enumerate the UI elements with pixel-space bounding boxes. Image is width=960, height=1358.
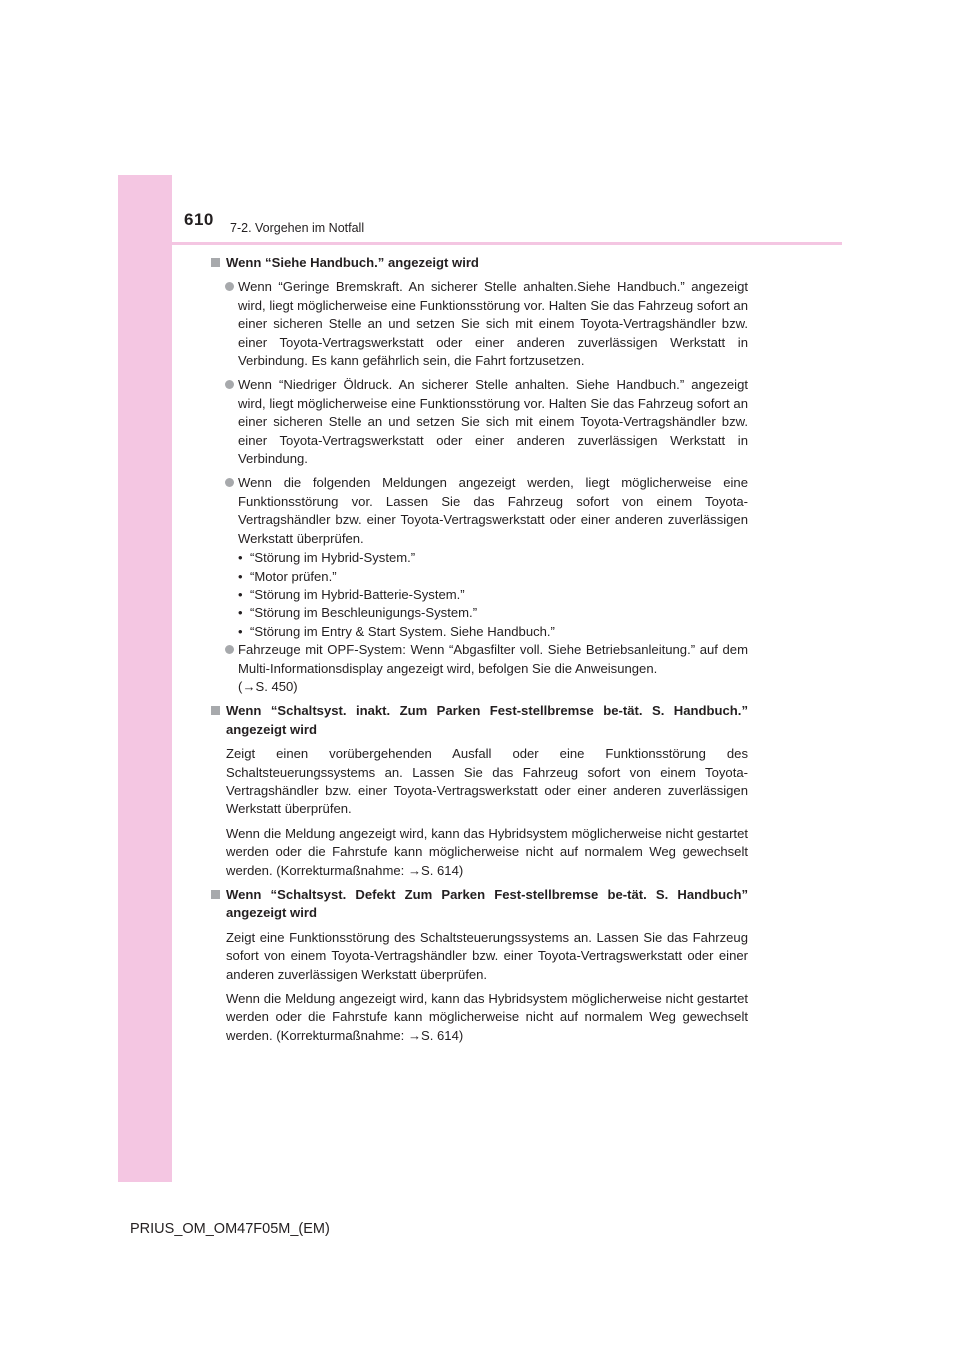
square-bullet-icon [211, 890, 220, 899]
list-item: • “Störung im Beschleunigungs-System.” [238, 604, 748, 622]
bullet-paragraph [210, 376, 748, 468]
small-bullet-icon: • [238, 623, 243, 639]
square-bullet-icon [211, 706, 220, 715]
section-heading-text: Wenn “Schaltsyst. Defekt Zum Parken Fest-stellbremse be-tät. S. Handbuch” angezeigt wird [226, 887, 748, 921]
list-item: • “Störung im Hybrid-Batterie-System.” [238, 586, 748, 604]
section-heading-text: Wenn “Schaltsyst. inakt. Zum Parken Fest-stellbremse be-tät. S. Handbuch.” angezeigt wird [226, 703, 748, 737]
header-divider [118, 242, 842, 245]
small-bullet-icon: • [238, 586, 243, 602]
chapter-title: 7-2. Vorgehen im Notfall [230, 221, 365, 235]
small-bullet-icon: • [238, 568, 243, 584]
bullet-text: Wenn “Geringe Bremskraft. An sicherer Stelle anhalten.Siehe Handbuch.” angezeigt wird, liegt möglicherweise eine Funktionsstörung vor. Halten Sie das Fahrzeug sofort an einer sicheren Stelle an und setzen Sie sich mit einem Toyota-Vertragshändler bzw. einer Toyota-Vertragswerkstatt oder einer anderen zuverlässigen Werkstatt in Verbindung. Es kann gefährlich sein, die Fahrt fortzusetzen. [238, 279, 748, 369]
body-paragraph: Wenn die Meldung angezeigt wird, kann das Hybridsystem möglicherweise nicht gestartet werden oder die Fahrstufe kann möglicherweise nicht auf normalem Weg gewechselt werden. (Korrekturmaßnahme: →S. 614) [226, 991, 748, 1043]
list-item: • “Störung im Entry & Start System. Siehe Handbuch.” [238, 623, 748, 641]
body-paragraph: Zeigt einen vorübergehenden Ausfall oder eine Funktionsstörung des Schaltsteuerungssystems an. Lassen Sie das Fahrzeug sofort von einem Toyota-Vertragshändler bzw. einer Toyota-Vertragswerkstatt oder einer anderen zuverlässigen Werkstatt überprüfen. [226, 746, 748, 817]
body-paragraph: Wenn die Meldung angezeigt wird, kann das Hybridsystem möglicherweise nicht gestartet werden oder die Fahrstufe kann möglicherweise nicht auf normalem Weg gewechselt werden. (Korrekturmaßnahme: →S. 614) [226, 825, 748, 878]
circle-bullet-icon [225, 380, 234, 389]
page-number: 610 [184, 210, 214, 229]
list-item: • “Störung im Hybrid-System.” [238, 549, 748, 567]
section-heading [210, 886, 748, 923]
bullet-paragraph [210, 474, 748, 548]
section-heading-text: Wenn “Siehe Handbuch.” angezeigt wird [226, 255, 479, 270]
circle-bullet-icon [225, 645, 234, 654]
bullet-text: Wenn die folgenden Meldungen angezeigt werden, liegt möglicherweise eine Funktionsstörung vor. Lassen Sie das Fahrzeug sofort von einem Toyota-Vertragshändler bzw. einer Toyota-Vertragswerkstatt oder einer anderen zuverlässigen Werkstatt überprüfen. [238, 475, 748, 546]
bullet-paragraph [210, 278, 748, 370]
bullet-paragraph [210, 641, 748, 696]
list-item: • “Motor prüfen.” [238, 568, 748, 586]
body-paragraph: Zeigt eine Funktionsstörung des Schaltsteuerungssystems an. Lassen Sie das Fahrzeug sofort von einem Toyota-Vertragshändler bzw. einer Toyota-Vertragswerkstatt oder einer anderen zuverlässigen Werkstatt überprüfen. [226, 929, 748, 982]
small-bullet-icon: • [238, 550, 243, 566]
page-content [210, 254, 748, 1051]
small-bullet-icon: • [238, 605, 243, 621]
message-list [210, 549, 748, 641]
document-code: PRIUS_OM_OM47F05M_(EM) [130, 1221, 330, 1237]
circle-bullet-icon [225, 478, 234, 487]
section-heading [210, 702, 748, 739]
page-reference: (→S. 450) [238, 678, 298, 694]
square-bullet-icon [211, 258, 220, 267]
bullet-text: Wenn “Niedriger Öldruck. An sicherer Stelle anhalten. Siehe Handbuch.” angezeigt wird, liegt möglicherweise eine Funktionsstörung vor. Halten Sie das Fahrzeug sofort an einer sicheren Stelle an und setzen Sie sich mit einem Toyota-Vertragshändler bzw. einer Toyota-Vertragswerkstatt oder einer anderen zuverlässigen Werkstatt in Verbindung. [238, 377, 748, 467]
circle-bullet-icon [225, 282, 234, 291]
bullet-text: Fahrzeuge mit OPF-System: Wenn “Abgasfilter voll. Siehe Betriebsanleitung.” auf dem Multi-Informationsdisplay angezeigt wird, befolgen Sie die Anweisungen. [238, 642, 748, 676]
section-heading [210, 254, 748, 272]
chapter-tab-sidebar [118, 175, 172, 1182]
